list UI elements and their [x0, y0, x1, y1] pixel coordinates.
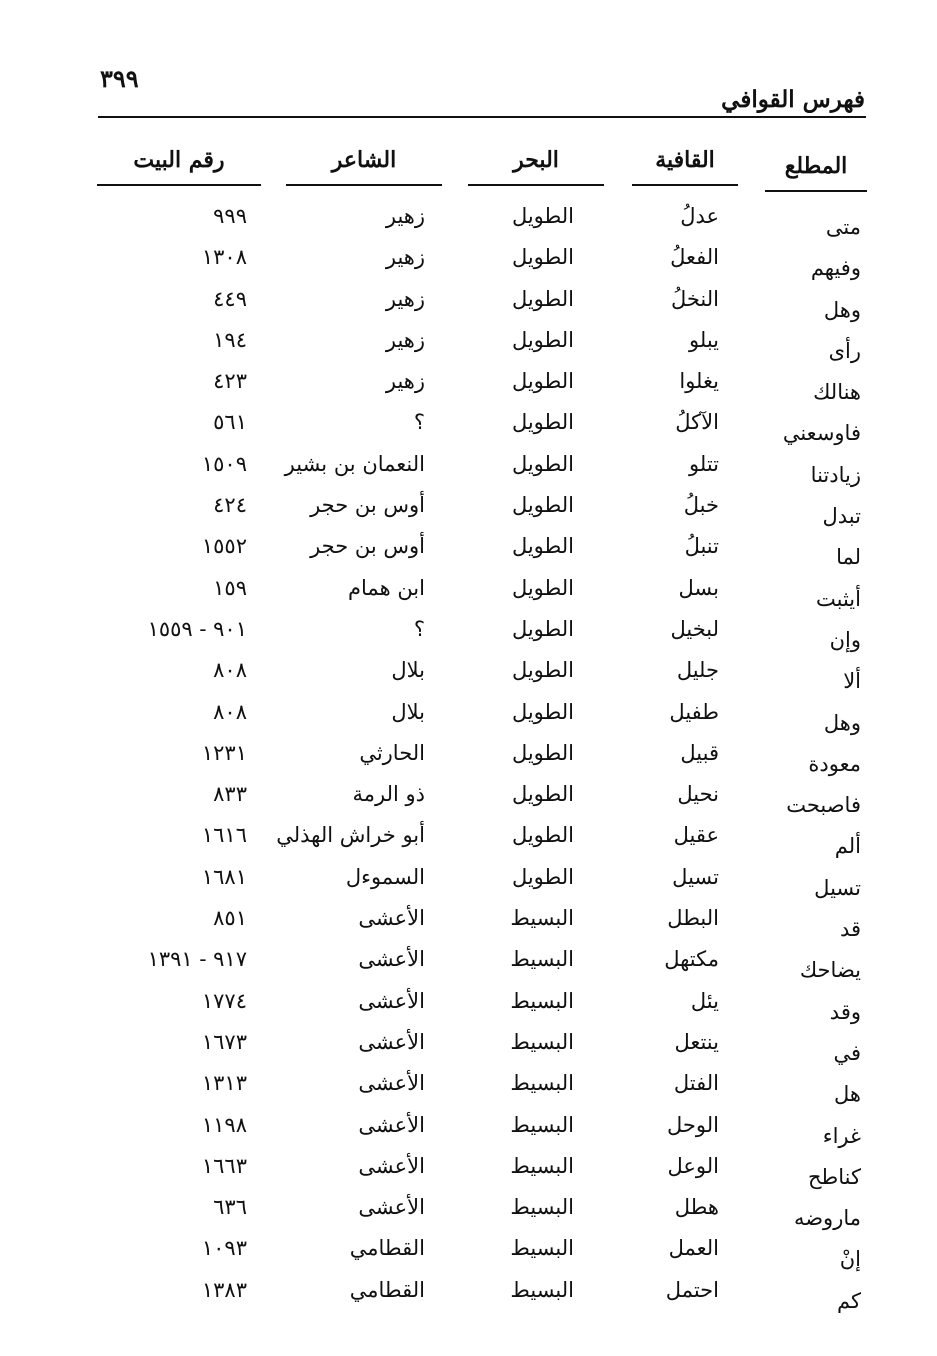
cell-qafiya: طفيل	[669, 699, 719, 724]
cell-bahr: البسيط	[510, 1195, 574, 1220]
cell-bahr: الطويل	[511, 245, 574, 270]
cell-qafiya: لبخيل	[670, 616, 719, 641]
cell-shaer: الأعشى	[358, 1029, 425, 1054]
cell-bahr: البسيط	[510, 1071, 574, 1096]
cell-qafiya: تنبلُ	[684, 534, 719, 559]
cell-qafiya: يبلو	[689, 327, 719, 352]
cell-bahr: البسيط	[510, 1112, 574, 1137]
cell-raqm: ١٠٩٣	[201, 1236, 247, 1261]
cell-bahr: الطويل	[511, 204, 574, 228]
cell-matla: قد	[839, 917, 861, 942]
cell-shaer: أبو خراش الهذلي	[276, 823, 425, 848]
table-row	[0, 444, 937, 485]
table-row	[0, 1105, 937, 1146]
table-row	[0, 692, 937, 733]
cell-matla: ألا	[843, 669, 861, 694]
cell-raqm: ١٦١٦	[201, 823, 247, 848]
cell-shaer: القطامي	[349, 1277, 425, 1302]
cell-qafiya: بسل	[678, 575, 719, 600]
table-row	[0, 609, 937, 650]
column-header-bahr: البحر	[468, 140, 604, 186]
table-row	[0, 815, 937, 859]
cell-bahr: البسيط	[510, 906, 574, 931]
cell-matla: تسيل	[814, 875, 861, 900]
cell-bahr: البسيط	[510, 1029, 574, 1054]
cell-matla: وفيهم	[810, 256, 861, 281]
cell-raqm: ١١٩٨	[201, 1112, 247, 1137]
cell-bahr: الطويل	[511, 823, 574, 848]
cell-raqm: ٩٠١ - ١٥٥٩	[147, 616, 247, 641]
cell-raqm: ١٣٠٨	[201, 245, 247, 270]
cell-bahr: الطويل	[511, 699, 574, 724]
cell-bahr: البسيط	[510, 947, 574, 972]
cell-matla: وقد	[829, 999, 861, 1024]
cell-bahr: البسيط	[510, 1236, 574, 1261]
cell-matla: في	[833, 1040, 861, 1065]
table-row	[0, 361, 937, 405]
cell-shaer: الأعشى	[358, 1153, 425, 1178]
cell-matla: متى	[825, 215, 861, 239]
cell-raqm: ٥٦١	[213, 410, 247, 435]
cell-bahr: الطويل	[511, 534, 574, 559]
cell-matla: كم	[837, 1288, 861, 1313]
cell-shaer: ؟	[413, 410, 425, 435]
cell-bahr: الطويل	[511, 410, 574, 435]
running-head: فهرس القوافي	[721, 86, 865, 113]
cell-matla: معودة	[808, 751, 861, 776]
column-header-shaer: الشاعر	[286, 140, 442, 186]
cell-shaer: الأعشى	[358, 906, 425, 931]
cell-bahr: الطويل	[511, 782, 574, 807]
table-row	[0, 1270, 937, 1311]
cell-shaer: زهير	[385, 245, 425, 270]
cell-bahr: الطويل	[511, 864, 574, 889]
cell-shaer: زهير	[385, 327, 425, 352]
cell-raqm: ٨٣٣	[213, 782, 247, 807]
cell-matla: كناطح	[807, 1164, 861, 1189]
cell-raqm: ٨٥١	[213, 906, 247, 931]
cell-raqm: ٩٩٩	[213, 204, 247, 228]
table-row	[0, 237, 937, 281]
cell-matla: أيثبت	[816, 586, 861, 611]
cell-matla: وهل	[823, 297, 861, 322]
column-header-matla: المطلع	[765, 146, 867, 192]
cell-shaer: زهير	[385, 204, 425, 228]
table-row	[0, 1022, 937, 1063]
cell-raqm: ١٥٠٩	[201, 451, 247, 476]
cell-bahr: الطويل	[511, 493, 574, 518]
cell-qafiya: الآكلُ	[675, 410, 719, 435]
table-row	[0, 981, 937, 1022]
cell-raqm: ٤٢٤	[213, 493, 247, 518]
page-number: ٣٩٩	[100, 64, 139, 93]
cell-matla: غراء	[822, 1123, 861, 1148]
cell-bahr: الطويل	[511, 369, 574, 394]
cell-shaer: الحارثي	[359, 740, 425, 765]
cell-raqm: ١٦٨١	[201, 864, 247, 889]
cell-shaer: القطامي	[349, 1236, 425, 1261]
cell-shaer: أوس بن حجر	[310, 534, 425, 559]
table-row	[0, 196, 937, 237]
cell-matla: ماروضه	[793, 1206, 861, 1231]
cell-shaer: الأعشى	[358, 1112, 425, 1137]
cell-bahr: البسيط	[510, 1153, 574, 1178]
cell-bahr: الطويل	[511, 616, 574, 641]
cell-raqm: ٦٣٦	[213, 1195, 247, 1220]
cell-qafiya: جليل	[676, 658, 719, 683]
cell-bahr: الطويل	[511, 451, 574, 476]
table-row	[0, 1228, 937, 1272]
cell-bahr: الطويل	[511, 658, 574, 683]
table-row	[0, 898, 937, 942]
column-header-qafiya: القافية	[632, 140, 738, 186]
cell-raqm: ١٦٦٣	[201, 1153, 247, 1178]
table-row	[0, 939, 937, 983]
cell-bahr: الطويل	[511, 575, 574, 600]
table-row	[0, 1063, 937, 1107]
cell-qafiya: مكتهل	[664, 947, 719, 972]
cell-qafiya: تسيل	[672, 864, 719, 889]
cell-raqm: ٨٠٨	[213, 699, 247, 724]
cell-shaer: ابن همام	[348, 575, 425, 600]
table-row	[0, 526, 937, 570]
cell-shaer: بلال	[391, 699, 425, 724]
cell-shaer: الأعشى	[358, 947, 425, 972]
cell-qafiya: عقيل	[673, 823, 719, 848]
cell-matla: ألم	[834, 834, 861, 859]
cell-matla: رأى	[828, 338, 861, 363]
cell-raqm: ٤٢٣	[213, 369, 247, 394]
cell-shaer: السموءل	[345, 864, 425, 889]
cell-matla: فاوسعني	[782, 421, 861, 446]
cell-qafiya: الوحل	[667, 1112, 719, 1137]
cell-qafiya: تتلو	[689, 451, 719, 476]
cell-matla: لما	[836, 545, 861, 570]
index-table	[0, 196, 937, 1311]
cell-matla: إنْ	[839, 1247, 861, 1272]
table-row	[0, 320, 937, 361]
cell-shaer: ؟	[413, 616, 425, 641]
cell-shaer: النعمان بن بشير	[284, 451, 425, 476]
table-row	[0, 568, 937, 609]
cell-qafiya: البطل	[667, 906, 719, 931]
cell-qafiya: خبلُ	[683, 493, 719, 518]
table-row	[0, 485, 937, 529]
cell-shaer: زهير	[385, 369, 425, 394]
cell-shaer: بلال	[391, 658, 425, 683]
cell-raqm: ١٥٥٢	[201, 534, 247, 559]
cell-matla: وإن	[829, 627, 861, 652]
cell-shaer: أوس بن حجر	[310, 493, 425, 518]
cell-qafiya: عدلُ	[680, 204, 719, 228]
cell-qafiya: الوعل	[667, 1153, 719, 1178]
cell-matla: وهل	[823, 710, 861, 735]
cell-shaer: الأعشى	[358, 988, 425, 1013]
cell-bahr: البسيط	[510, 1277, 574, 1302]
table-row	[0, 857, 937, 898]
cell-shaer: ذو الرمة	[352, 782, 425, 807]
cell-raqm: ١٣٨٣	[201, 1277, 247, 1302]
cell-bahr: الطويل	[511, 740, 574, 765]
table-row	[0, 1146, 937, 1187]
table-row	[0, 279, 937, 320]
cell-qafiya: الفعلُ	[670, 245, 719, 270]
cell-bahr: البسيط	[510, 988, 574, 1013]
cell-matla: تبدل	[822, 504, 861, 529]
cell-raqm: ٤٤٩	[213, 286, 247, 311]
cell-matla: هل	[834, 1082, 861, 1107]
cell-bahr: الطويل	[511, 327, 574, 352]
cell-shaer: زهير	[385, 286, 425, 311]
cell-qafiya: الفتل	[673, 1071, 719, 1096]
cell-raqm: ١٥٩	[213, 575, 247, 600]
cell-raqm: ١٩٤	[213, 327, 247, 352]
cell-raqm: ٩١٧ - ١٣٩١	[147, 947, 247, 972]
cell-matla: زيادتنا	[810, 462, 861, 487]
cell-matla: يضاحك	[799, 958, 861, 983]
cell-matla: فاصبحت	[786, 793, 861, 818]
cell-qafiya: نحيل	[677, 782, 719, 807]
cell-qafiya: احتمل	[665, 1277, 719, 1302]
cell-qafiya: العمل	[668, 1236, 719, 1261]
table-row	[0, 650, 937, 694]
cell-raqm: ٨٠٨	[213, 658, 247, 683]
cell-raqm: ١٧٧٤	[201, 988, 247, 1013]
header-rule	[98, 116, 866, 118]
cell-qafiya: يغلوا	[679, 369, 719, 394]
cell-raqm: ١٣١٣	[201, 1071, 247, 1096]
cell-qafiya: هطل	[674, 1195, 719, 1220]
table-row	[0, 402, 937, 446]
cell-shaer: الأعشى	[358, 1071, 425, 1096]
table-row	[0, 774, 937, 818]
cell-bahr: الطويل	[511, 286, 574, 311]
cell-qafiya: يئل	[690, 988, 719, 1013]
table-row	[0, 733, 937, 774]
cell-raqm: ١٦٧٣	[201, 1029, 247, 1054]
cell-shaer: الأعشى	[358, 1195, 425, 1220]
cell-raqm: ١٢٣١	[201, 740, 247, 765]
cell-qafiya: ينتعل	[674, 1029, 719, 1054]
cell-qafiya: قبيل	[680, 740, 719, 765]
cell-qafiya: النخلُ	[670, 286, 719, 311]
table-row	[0, 1187, 937, 1231]
cell-matla: هنالك	[813, 380, 861, 405]
column-header-raqm: رقم البيت	[97, 140, 261, 186]
